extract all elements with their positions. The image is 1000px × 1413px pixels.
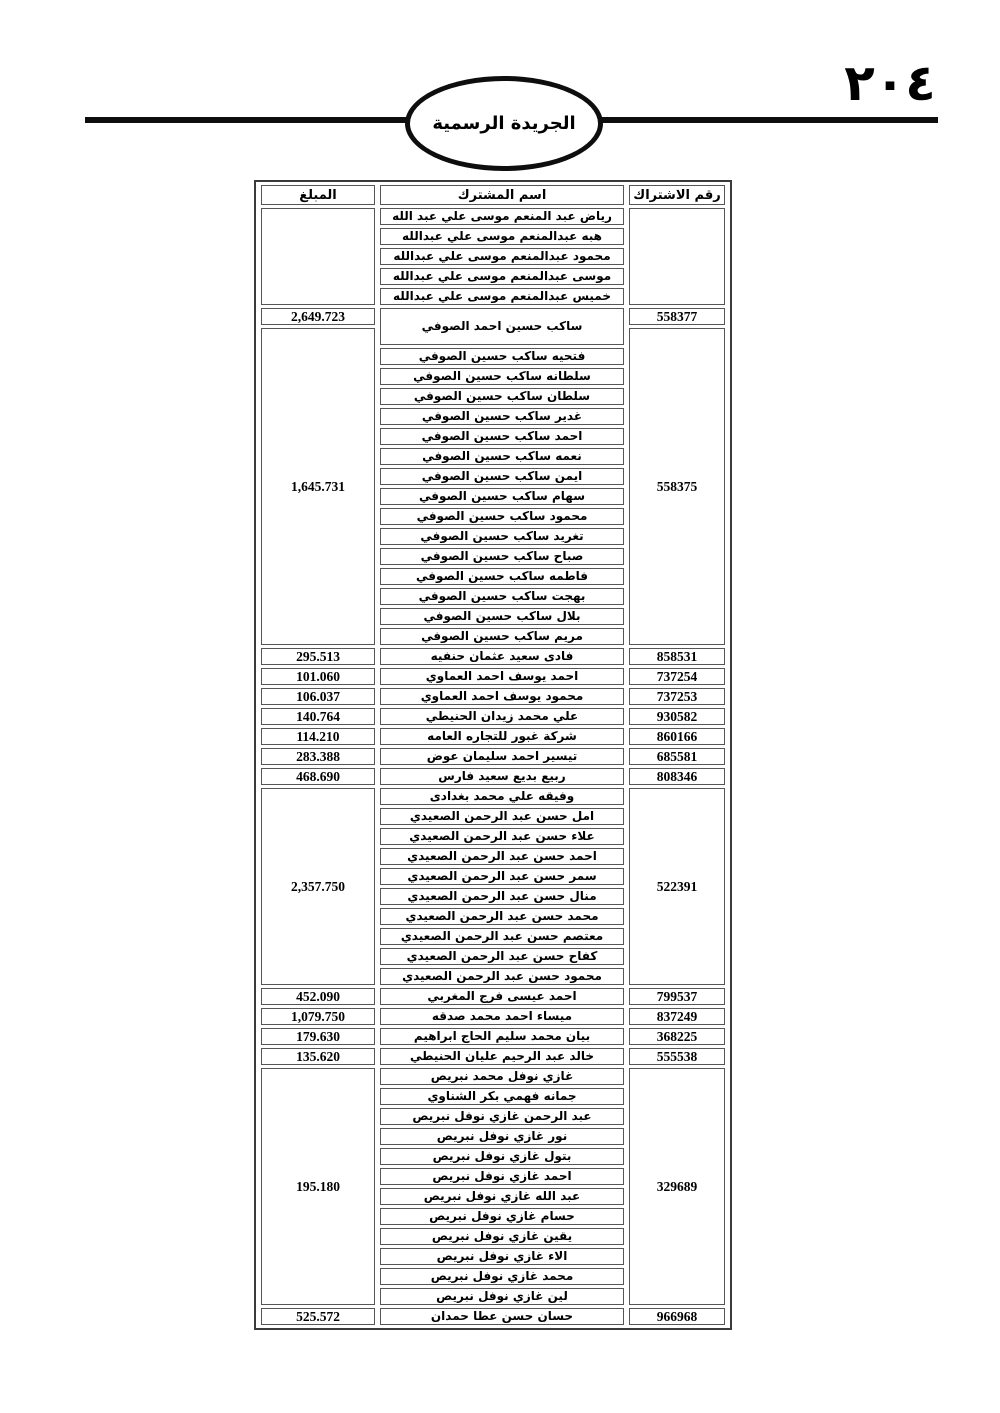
- subscriber-name-cell: مريم ساكب حسين الصوفي: [380, 628, 624, 645]
- gazette-title: الجريدة الرسمية: [432, 113, 576, 134]
- subscription-number-cell: 685581: [629, 748, 725, 765]
- subscriber-name-cell: فادى سعيد عثمان حنفيه: [380, 648, 624, 665]
- subscriber-name-cell: ساكب حسين احمد الصوفي: [380, 308, 624, 345]
- subscriber-name-cell: محمود حسن عبد الرحمن الصعيدي: [380, 968, 624, 985]
- subscription-number-cell: 837249: [629, 1008, 725, 1025]
- amount-cell: 452.090: [261, 988, 375, 1005]
- subscriber-name-cell: بيان محمد سليم الحاج ابراهيم: [380, 1028, 624, 1045]
- subscriber-name-cell: يقين غازي نوفل نبريص: [380, 1228, 624, 1245]
- subscriber-name-cell: غدير ساكب حسين الصوفي: [380, 408, 624, 425]
- subscriber-name-cell: ايمن ساكب حسين الصوفي: [380, 468, 624, 485]
- subscriber-name-cell: رياض عبد المنعم موسى علي عبد الله: [380, 208, 624, 225]
- subscriber-name-cell: احمد حسن عبد الرحمن الصعيدي: [380, 848, 624, 865]
- table-row: [261, 308, 725, 325]
- subscriber-name-cell: نعمه ساكب حسين الصوفي: [380, 448, 624, 465]
- table-row: [261, 1028, 725, 1045]
- subscriber-name-cell: تغريد ساكب حسين الصوفي: [380, 528, 624, 545]
- amount-cell: 2,357.750: [261, 788, 375, 985]
- subscriber-name-cell: عبد الرحمن غازي نوفل نبريص: [380, 1108, 624, 1125]
- amount-cell: 114.210: [261, 728, 375, 745]
- amount-cell: 525.572: [261, 1308, 375, 1325]
- subscriber-name-cell: فتحيه ساكب حسين الصوفي: [380, 348, 624, 365]
- amount-cell: 195.180: [261, 1068, 375, 1305]
- amount-cell: 101.060: [261, 668, 375, 685]
- subscription-number-cell: 808346: [629, 768, 725, 785]
- subscription-number-cell: 858531: [629, 648, 725, 665]
- subscriber-name-cell: تيسير احمد سليمان عوض: [380, 748, 624, 765]
- subscriber-name-cell: بلال ساكب حسين الصوفي: [380, 608, 624, 625]
- subscriber-name-cell: ميساء احمد محمد صدقه: [380, 1008, 624, 1025]
- subscription-number-cell: 329689: [629, 1068, 725, 1305]
- table-row: [261, 648, 725, 665]
- subscription-number-cell: 737253: [629, 688, 725, 705]
- table-row: [261, 748, 725, 765]
- subscriber-name-cell: غازي نوفل محمد نبريص: [380, 1068, 624, 1085]
- table-row: [261, 1048, 725, 1065]
- subscription-number-cell: 737254: [629, 668, 725, 685]
- column-header-subscription-number: رقم الاشتراك: [629, 185, 725, 205]
- table-row: [261, 788, 725, 805]
- subscriber-name-cell: هبه عبدالمنعم موسى علي عبدالله: [380, 228, 624, 245]
- subscriber-name-cell: نور غازي نوفل نبريص: [380, 1128, 624, 1145]
- amount-cell: 135.620: [261, 1048, 375, 1065]
- amount-cell: 468.690: [261, 768, 375, 785]
- column-header-subscriber-name: اسم المشترك: [380, 185, 624, 205]
- subscriber-name-cell: امل حسن عبد الرحمن الصعيدي: [380, 808, 624, 825]
- subscriber-name-cell: علاء حسن عبد الرحمن الصعيدي: [380, 828, 624, 845]
- subscriber-name-cell: صباح ساكب حسين الصوفي: [380, 548, 624, 565]
- subscriber-name-cell: لين غازي نوفل نبريص: [380, 1288, 624, 1305]
- subscription-number-cell: [629, 208, 725, 305]
- column-header-amount: المبلغ: [261, 185, 375, 205]
- table-row: [261, 988, 725, 1005]
- subscriber-name-cell: محمد غازي نوفل نبريص: [380, 1268, 624, 1285]
- subscriber-name-cell: موسى عبدالمنعم موسى علي عبدالله: [380, 268, 624, 285]
- subscriber-name-cell: سلطانه ساكب حسين الصوفي: [380, 368, 624, 385]
- subscriber-name-cell: سهام ساكب حسين الصوفي: [380, 488, 624, 505]
- subscriber-name-cell: كفاح حسن عبد الرحمن الصعيدي: [380, 948, 624, 965]
- subscriber-name-cell: جمانه فهمي بكر الشناوي: [380, 1088, 624, 1105]
- page-number: ٢٠٤: [844, 54, 936, 112]
- amount-cell: 179.630: [261, 1028, 375, 1045]
- table-header-row: [261, 185, 725, 205]
- subscriber-name-cell: بتول غازي نوفل نبريص: [380, 1148, 624, 1165]
- table-row: [261, 688, 725, 705]
- subscription-number-cell: 966968: [629, 1308, 725, 1325]
- subscriber-name-cell: خالد عبد الرحيم عليان الحنيطي: [380, 1048, 624, 1065]
- amount-cell: 140.764: [261, 708, 375, 725]
- subscriber-name-cell: احمد غازي نوفل نبريص: [380, 1168, 624, 1185]
- subscriber-name-cell: حسام غازي نوفل نبريص: [380, 1208, 624, 1225]
- subscriber-name-cell: محمود يوسف احمد العماوي: [380, 688, 624, 705]
- amount-cell: 1,079.750: [261, 1008, 375, 1025]
- subscriber-name-cell: حسان حسن عطا حمدان: [380, 1308, 624, 1325]
- subscription-number-cell: 522391: [629, 788, 725, 985]
- subscriber-name-cell: منال حسن عبد الرحمن الصعيدي: [380, 888, 624, 905]
- amount-cell: 2,649.723: [261, 308, 375, 325]
- subscriber-name-cell: سمر حسن عبد الرحمن الصعيدي: [380, 868, 624, 885]
- subscription-number-cell: 860166: [629, 728, 725, 745]
- subscriber-name-cell: احمد يوسف احمد العماوي: [380, 668, 624, 685]
- gazette-title-ellipse: [405, 76, 603, 171]
- amount-cell: 1,645.731: [261, 328, 375, 645]
- table-wrap: [254, 180, 732, 1330]
- subscription-number-cell: 930582: [629, 708, 725, 725]
- amount-cell: [261, 208, 375, 305]
- amount-cell: 295.513: [261, 648, 375, 665]
- subscription-number-cell: 558375: [629, 328, 725, 645]
- subscriber-name-cell: بهجت ساكب حسين الصوفي: [380, 588, 624, 605]
- subscription-number-cell: 555538: [629, 1048, 725, 1065]
- table-row: [261, 1008, 725, 1025]
- table-row: [261, 1308, 725, 1325]
- subscriber-name-cell: ربيع بديع سعيد فارس: [380, 768, 624, 785]
- amount-cell: 106.037: [261, 688, 375, 705]
- subscriber-name-cell: محمود ساكب حسين الصوفي: [380, 508, 624, 525]
- subscriber-name-cell: محمد حسن عبد الرحمن الصعيدي: [380, 908, 624, 925]
- subscription-number-cell: 799537: [629, 988, 725, 1005]
- subscriber-name-cell: فاطمه ساكب حسين الصوفي: [380, 568, 624, 585]
- subscriber-name-cell: سلطان ساكب حسين الصوفي: [380, 388, 624, 405]
- table-row: [261, 1068, 725, 1085]
- subscriber-name-cell: محمود عبدالمنعم موسى علي عبدالله: [380, 248, 624, 265]
- table-row: [261, 728, 725, 745]
- subscriber-name-cell: احمد عيسى فرج المغربي: [380, 988, 624, 1005]
- subscription-number-cell: 558377: [629, 308, 725, 325]
- subscription-number-cell: 368225: [629, 1028, 725, 1045]
- subscriber-name-cell: عبد الله غازي نوفل نبريص: [380, 1188, 624, 1205]
- subscribers-table: [254, 180, 732, 1330]
- subscriber-name-cell: احمد ساكب حسين الصوفي: [380, 428, 624, 445]
- table-row: [261, 768, 725, 785]
- subscriber-name-cell: الاء غازي نوفل نبريص: [380, 1248, 624, 1265]
- subscriber-name-cell: معتصم حسن عبد الرحمن الصعيدي: [380, 928, 624, 945]
- subscriber-name-cell: شركة غبور للتجاره العامه: [380, 728, 624, 745]
- subscriber-name-cell: وفيقه علي محمد بغدادى: [380, 788, 624, 805]
- table-row: [261, 208, 725, 225]
- subscriber-name-cell: علي محمد زيدان الحنيطي: [380, 708, 624, 725]
- table-row: [261, 668, 725, 685]
- table-row: [261, 708, 725, 725]
- amount-cell: 283.388: [261, 748, 375, 765]
- subscriber-name-cell: خميس عبدالمنعم موسى علي عبدالله: [380, 288, 624, 305]
